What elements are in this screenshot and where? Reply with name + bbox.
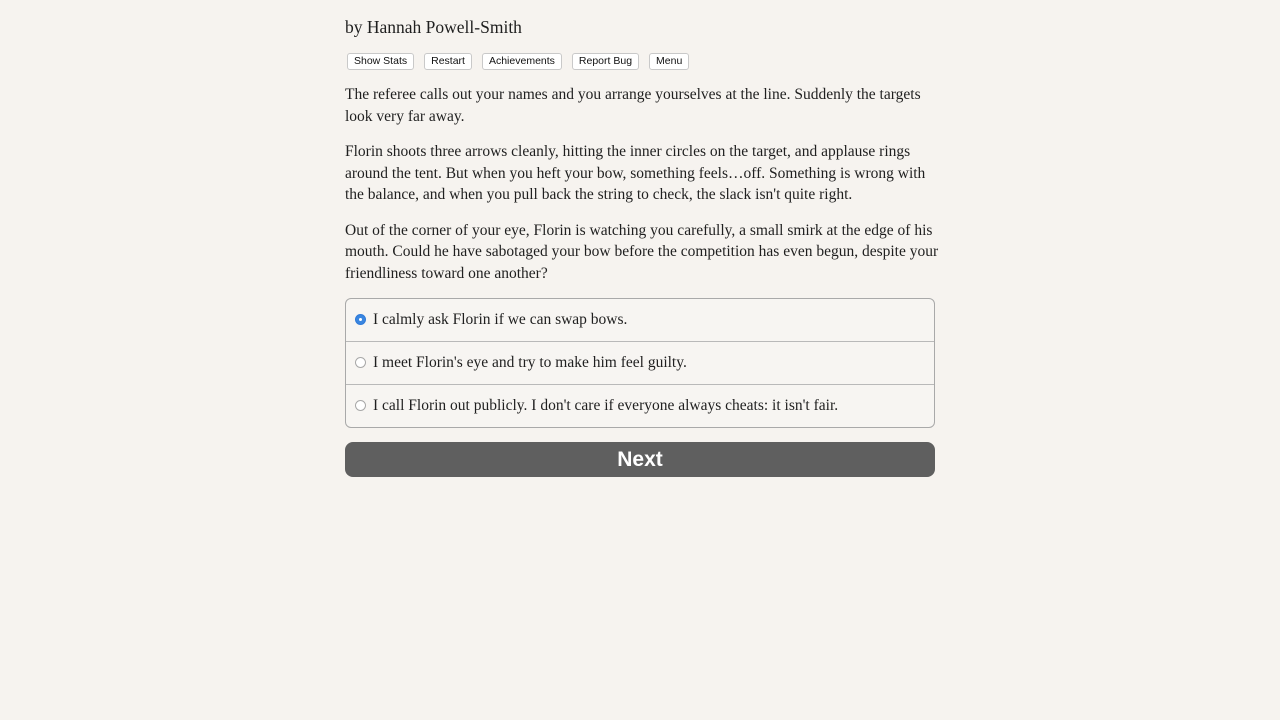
choice-option-3[interactable] [346, 384, 934, 427]
story-paragraph: Florin shoots three arrows cleanly, hitting the inner circles on the target, and applause rings around the tent. But when you heft your bow, something feels…off. Something is wrong with the balance, and when you pull back the string to check, the slack isn't quite right. [345, 143, 926, 203]
radio-button[interactable] [355, 314, 366, 325]
story-paragraph: Out of the corner of your eye, Florin is watching you carefully, a small smirk at the edge of his mouth. Could he have sabotaged your bow before the competition has even begun, despite your friendliness toward one another? [345, 221, 939, 282]
radio-button[interactable] [355, 400, 366, 411]
choice-list [345, 298, 935, 428]
story-paragraph: The referee calls out your names and you arrange yourselves at the line. Suddenly the targets look very far away. [345, 86, 921, 125]
report-bug-button[interactable]: Report Bug [572, 53, 639, 70]
choice-option-1[interactable] [346, 299, 934, 341]
achievements-button[interactable]: Achievements [482, 53, 562, 70]
toolbar [347, 53, 699, 70]
choice-label: I meet Florin's eye and try to make him feel guilty. [373, 354, 687, 371]
choice-option-2[interactable] [346, 341, 934, 384]
choice-label: I call Florin out publicly. I don't care if everyone always cheats: it isn't fair. [373, 397, 839, 414]
author-byline: by Hannah Powell-Smith [345, 17, 522, 37]
show-stats-button[interactable]: Show Stats [347, 53, 414, 70]
choice-label: I calmly ask Florin if we can swap bows. [373, 311, 628, 328]
story-text [345, 84, 940, 298]
restart-button[interactable]: Restart [424, 53, 472, 70]
radio-button[interactable] [355, 357, 366, 368]
menu-button[interactable]: Menu [649, 53, 689, 70]
next-button[interactable]: Next [345, 442, 935, 477]
